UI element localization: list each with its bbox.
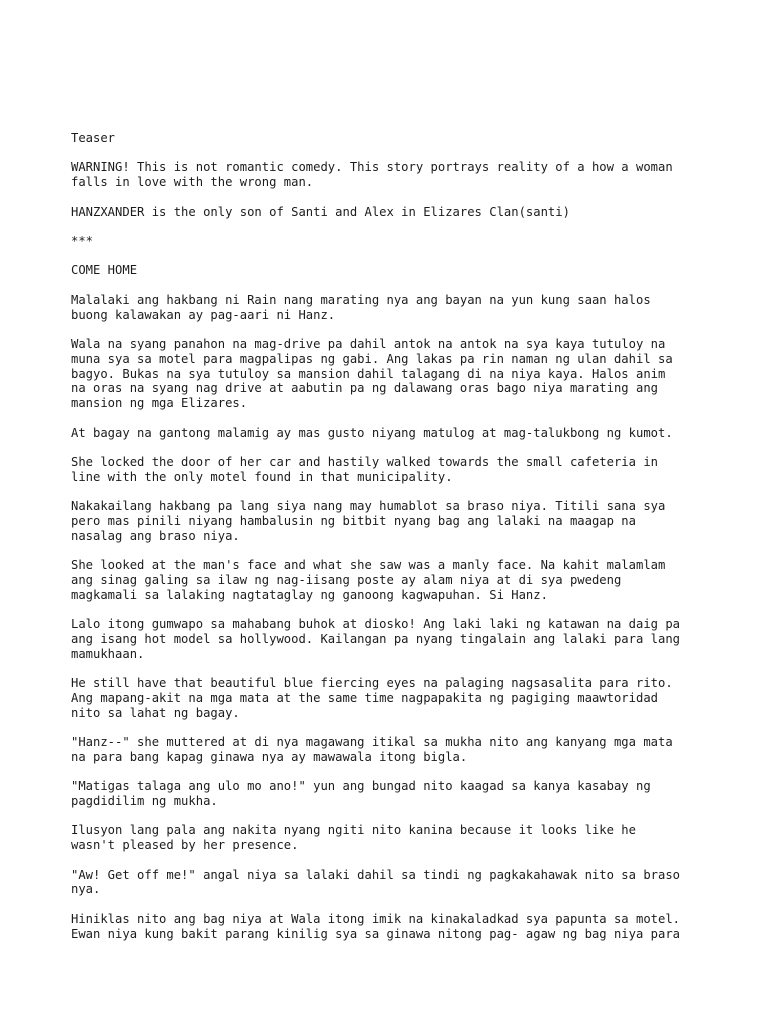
- paragraph: [71, 455, 711, 485]
- chapter-title: [71, 263, 711, 278]
- heading-teaser: [71, 131, 711, 146]
- paragraph: [71, 499, 711, 543]
- text-line: muna sya sa motel para magpalipas ng gabi. Ang lakas pa rin naman ng ulan dahil sa: [71, 351, 673, 366]
- section-divider: [71, 234, 711, 249]
- text-line: na oras na syang nag drive at aabutin pa ng dalawang oras bago niya marating ang: [71, 381, 658, 396]
- paragraph: [71, 426, 711, 441]
- text-line: WARNING! This is not romantic comedy. This story portrays reality of a how a woman: [71, 160, 673, 175]
- text-line: "Hanz--" she muttered at di nya magawang itikal sa mukha nito ang kanyang mga mata: [71, 735, 673, 750]
- text-line: buong kalawakan ay pag-aari ni Hanz.: [71, 307, 336, 322]
- text-line: Ewan niya kung bakit parang kinilig sya sa ginawa nitong pag- agaw ng bag niya para: [71, 926, 681, 941]
- text-line: Ang mapang-akit na mga mata at the same time nagpapakita ng pagiging maawtoridad: [71, 690, 658, 705]
- paragraph: [71, 676, 711, 720]
- text-line: HANZXANDER is the only son of Santi and Alex in Elizares Clan(santi): [71, 204, 570, 219]
- text-line: nya.: [71, 882, 101, 897]
- text-line: "Aw! Get off me!" angal niya sa lalaki dahil sa tindi ng pagkakahawak nito sa braso: [71, 867, 681, 882]
- paragraph: [71, 293, 711, 323]
- text-line: pagdidilim ng mukha.: [71, 794, 218, 809]
- text-line: He still have that beautiful blue fiercing eyes na palaging nagsasalita para rito.: [71, 676, 673, 691]
- paragraph: [71, 779, 711, 809]
- warning-paragraph: [71, 160, 711, 190]
- text-line: Hiniklas nito ang bag niya at Wala itong imik na kinakaladkad sya papunta sa motel.: [71, 911, 681, 926]
- text-line: nito sa lahat ng bagay.: [71, 705, 240, 720]
- text-line: "Matigas talaga ang ulo mo ano!" yun ang bungad nito kaagad sa kanya kasabay ng: [71, 779, 651, 794]
- text-line: Malalaki ang hakbang ni Rain nang marating nya ang bayan na yun kung saan halos: [71, 292, 651, 307]
- text-line: mansion ng mga Elizares.: [71, 396, 248, 411]
- text-line: mamukhaan.: [71, 646, 145, 661]
- text-line: Lalo itong gumwapo sa mahabang buhok at diosko! Ang laki laki ng katawan na daig pa: [71, 617, 681, 632]
- text-line: pero mas pinili niyang hambalusin ng bitbit nyang bag ang lalaki na maagap na: [71, 513, 636, 528]
- text-line: ang sinag galing sa ilaw ng nag-iisang poste ay alam niya at di sya pwedeng: [71, 572, 622, 587]
- text-line: wasn't pleased by her presence.: [71, 838, 299, 853]
- paragraph: [71, 558, 711, 602]
- text-line: ***: [71, 233, 94, 248]
- text-line: She locked the door of her car and hastily walked towards the small cafeteria in: [71, 454, 658, 469]
- text-line: line with the only motel found in that municipality.: [71, 469, 453, 484]
- text-line: Teaser: [71, 131, 116, 145]
- text-line: magkamali sa lalaking nagtataglay ng ganoong kagwapuhan. Si Hanz.: [71, 587, 548, 602]
- text-line: na para bang kapag ginawa nya ay mawawala itong bigla.: [71, 749, 468, 764]
- text-line: COME HOME: [71, 263, 138, 278]
- text-line: bagyo. Bukas na sya tutuloy sa mansion dahil talagang di na niya kaya. Halos anim: [71, 366, 666, 381]
- paragraph: [71, 337, 711, 411]
- paragraph: [71, 868, 711, 898]
- paragraph: [71, 735, 711, 765]
- text-line: ang isang hot model sa hollywood. Kailangan pa nyang tingalain ang lalaki para lang: [71, 631, 681, 646]
- intro-paragraph: [71, 205, 711, 220]
- text-line: Ilusyon lang pala ang nakita nyang ngiti nito kanina because it looks like he: [71, 823, 636, 838]
- text-line: Nakakailang hakbang pa lang siya nang may humablot sa braso niya. Titili sana sya: [71, 499, 666, 514]
- paragraph: [71, 823, 711, 853]
- text-line: falls in love with the wrong man.: [71, 175, 314, 190]
- paragraph: [71, 617, 711, 661]
- paragraph: [71, 912, 711, 942]
- text-line: nasalag ang braso niya.: [71, 528, 240, 543]
- text-line: Wala na syang panahon na mag-drive pa dahil antok na antok na sya kaya tutuloy na: [71, 336, 666, 351]
- text-line: She looked at the man's face and what she saw was a manly face. Na kahit malamlam: [71, 558, 666, 573]
- document-page: [71, 131, 711, 956]
- text-line: At bagay na gantong malamig ay mas gusto niyang matulog at mag-talukbong ng kumot.: [71, 425, 673, 440]
